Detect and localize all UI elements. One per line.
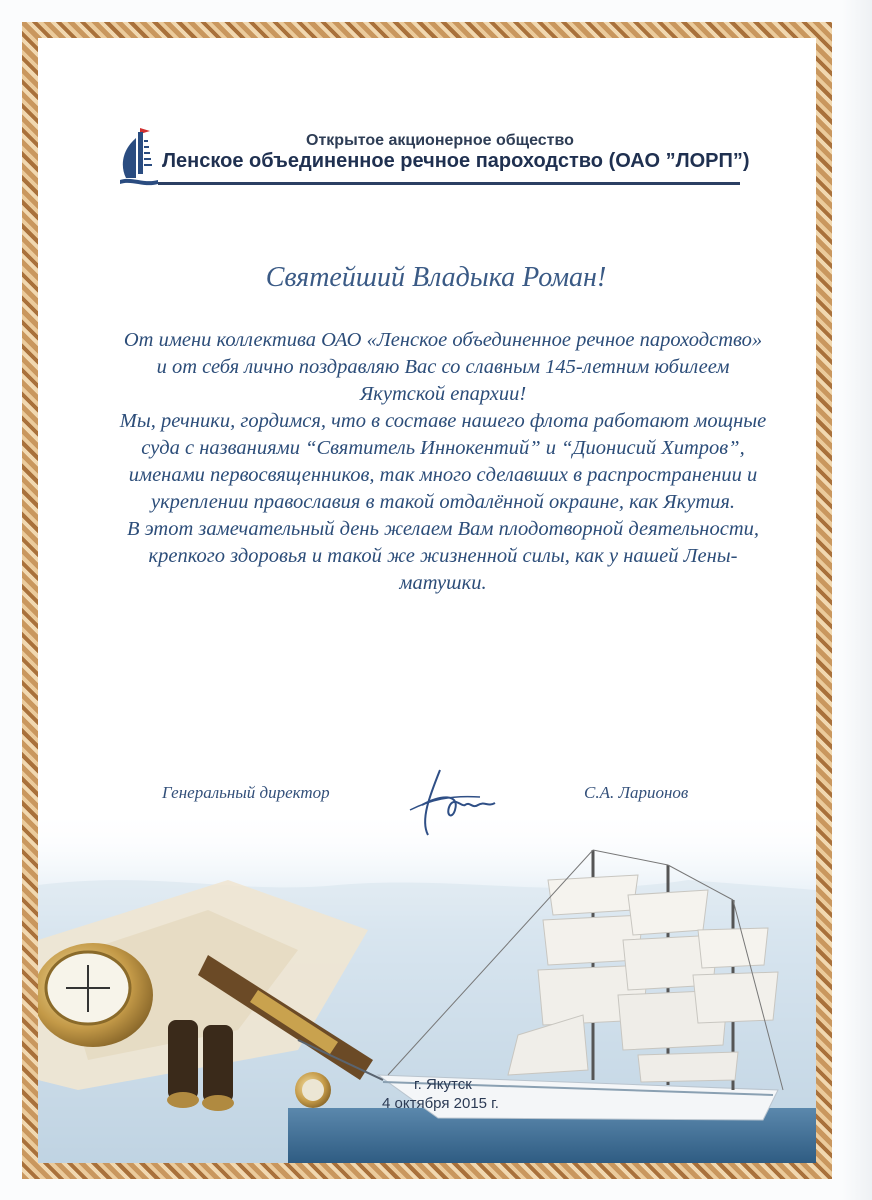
letter-body xyxy=(118,327,768,597)
signatory-title: Генеральный директор xyxy=(162,783,330,802)
header-divider xyxy=(158,182,740,185)
scan-edge xyxy=(842,0,872,1200)
handwritten-signature xyxy=(400,765,500,840)
letterhead xyxy=(118,122,758,197)
letter-paragraph-1: От имени коллектива ОАО «Ленское объединенное речное пароходство» и от себя лично поздравляю Вас со славным 145-летним юбилеем Якутской епархии! xyxy=(123,329,763,405)
signatory-name: С.А. Ларионов xyxy=(584,783,689,802)
letter-paragraph-3: В этот замечательный день желаем Вам плодотворной деятельности, крепкого здоровья и такой же жизненной силы, как у нашей Лены-матушки. xyxy=(127,518,759,594)
org-name: Ленское объединенное речное пароходство (ОАО ”ЛОРП”) xyxy=(162,150,750,172)
date: 4 октября 2015 г. xyxy=(382,1095,499,1112)
salutation: Святейший Владыка Роман! xyxy=(265,262,607,293)
place: г. Якутск xyxy=(414,1076,472,1093)
company-logo xyxy=(118,126,158,186)
letter-paragraph-2: Мы, речники, гордимся, что в составе нашего флота работают мощные суда с названиями “Святитель Иннокентий” и “Дионисий Хитров”, именами первосвященников, так много сделавших в распространении и укреплении православия в такой отдалённой окраине, как Якутия. xyxy=(119,410,767,513)
org-type: Открытое акционерное общество xyxy=(306,132,574,149)
